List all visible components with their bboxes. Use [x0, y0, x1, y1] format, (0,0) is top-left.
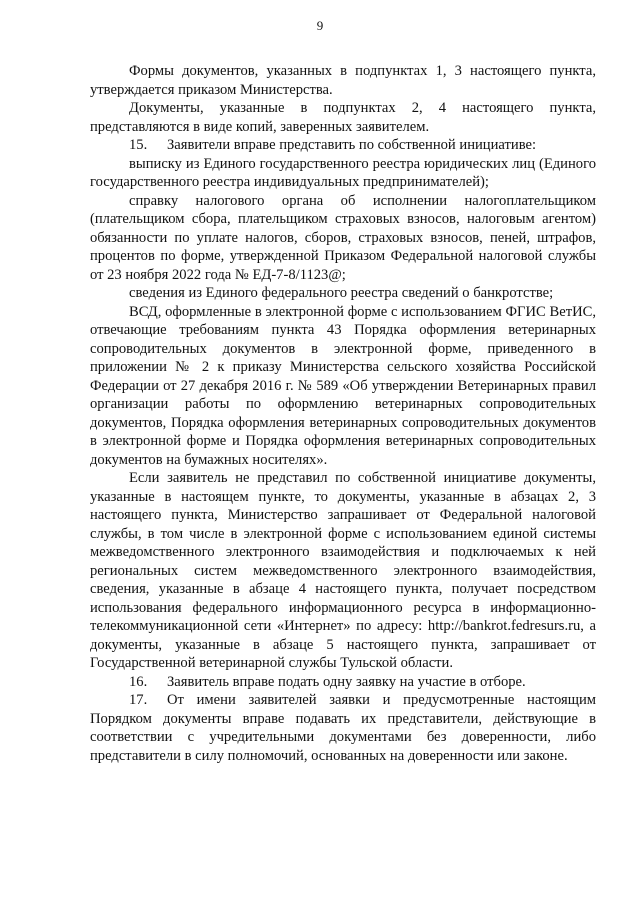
clause-number: 17. — [129, 692, 148, 708]
paragraph-text: выписку из Единого государственного реестра юридических лиц (Единого государственного реестра индивидуальных предпринимателей); — [90, 155, 596, 190]
paragraph — [90, 303, 596, 470]
clause-number: 16. — [129, 673, 148, 690]
paragraph-text: Документы, указанные в подпунктах 2, 4 настоящего пункта, представляются в виде копий, заверенных заявителем. — [90, 100, 596, 135]
paragraph — [90, 284, 596, 303]
paragraph — [90, 99, 596, 136]
page-number: 9 — [316, 18, 324, 33]
paragraph-text: справку налогового органа об исполнении налогоплательщиком (плательщиком сбора, плательщиком страховых взносов, налоговым агентом) обязанности по уплате налогов, сборов, страховых взносов, пеней, штрафов, процентов по форме, утвержденной Приказом Федеральной налоговой службы от 23 ноября 2022 года № ЕД-7-8/1123@; — [90, 192, 596, 283]
clause-16 — [90, 673, 596, 692]
paragraph-text: сведения из Единого федерального реестра сведений о банкротстве; — [129, 285, 554, 301]
paragraph-text: Заявители вправе представить по собственной инициативе: — [167, 137, 537, 153]
document-body — [90, 62, 596, 765]
paragraph — [90, 62, 596, 99]
clause-number: 15. — [129, 137, 148, 153]
paragraph — [90, 469, 596, 673]
clause-17 — [90, 691, 596, 765]
paragraph-text: Заявитель вправе подать одну заявку на участие в отборе. — [167, 673, 526, 690]
paragraph-text: Формы документов, указанных в подпунктах 1, 3 настоящего пункта, утверждается приказом Министерства. — [90, 63, 596, 98]
paragraph-text: ВСД, оформленные в электронной форме с использованием ФГИС ВетИС, отвечающие требованиям пункта 43 Порядка оформления ветеринарных сопроводительных документов в электронной форме, приведенного в приложении № 2 к приказу Министерства сельского хозяйства Российской Федерации от 27 декабря 2016 г. № 589 «Об утверждении Ветеринарных правил организации работы по оформлению ветеринарных сопроводительных документов, Порядка оформления ветеринарных сопроводительных документов в электронной форме и Порядка оформления ветеринарных сопроводительных документов на бумажных носителях». — [90, 303, 596, 468]
paragraph — [90, 155, 596, 192]
paragraph-text: От имени заявителей заявки и предусмотренные настоящим Порядком документы вправе подавать их представители, действующие в соответствии с учредительными документами без доверенности, либо представители в силу полномочий, основанных на доверенности или законе. — [90, 692, 596, 764]
paragraph-text: Если заявитель не представил по собственной инициативе документы, указанные в настоящем пункте, то документы, указанные в абзацах 2, 3 настоящего пункта, Министерство запрашивает от Федеральной налоговой службы, в том числе в электронной форме с использованием единой системы межведомственного электронного взаимодействия и подключаемых к ней региональных систем межведомственного электронного взаимодействия, сведения, указанные в абзаце 4 настоящего пункта, получает посредством использования федерального информационного ресурса в информационно-телекоммуникационной сети «Интернет» по адресу: http://bankrot.fedresurs.ru, а документы, указанные в абзаце 5 настоящего пункта, запрашивает от Государственной ветеринарной службы Тульской области. — [90, 470, 596, 671]
paragraph — [90, 192, 596, 285]
clause-15 — [90, 136, 596, 155]
